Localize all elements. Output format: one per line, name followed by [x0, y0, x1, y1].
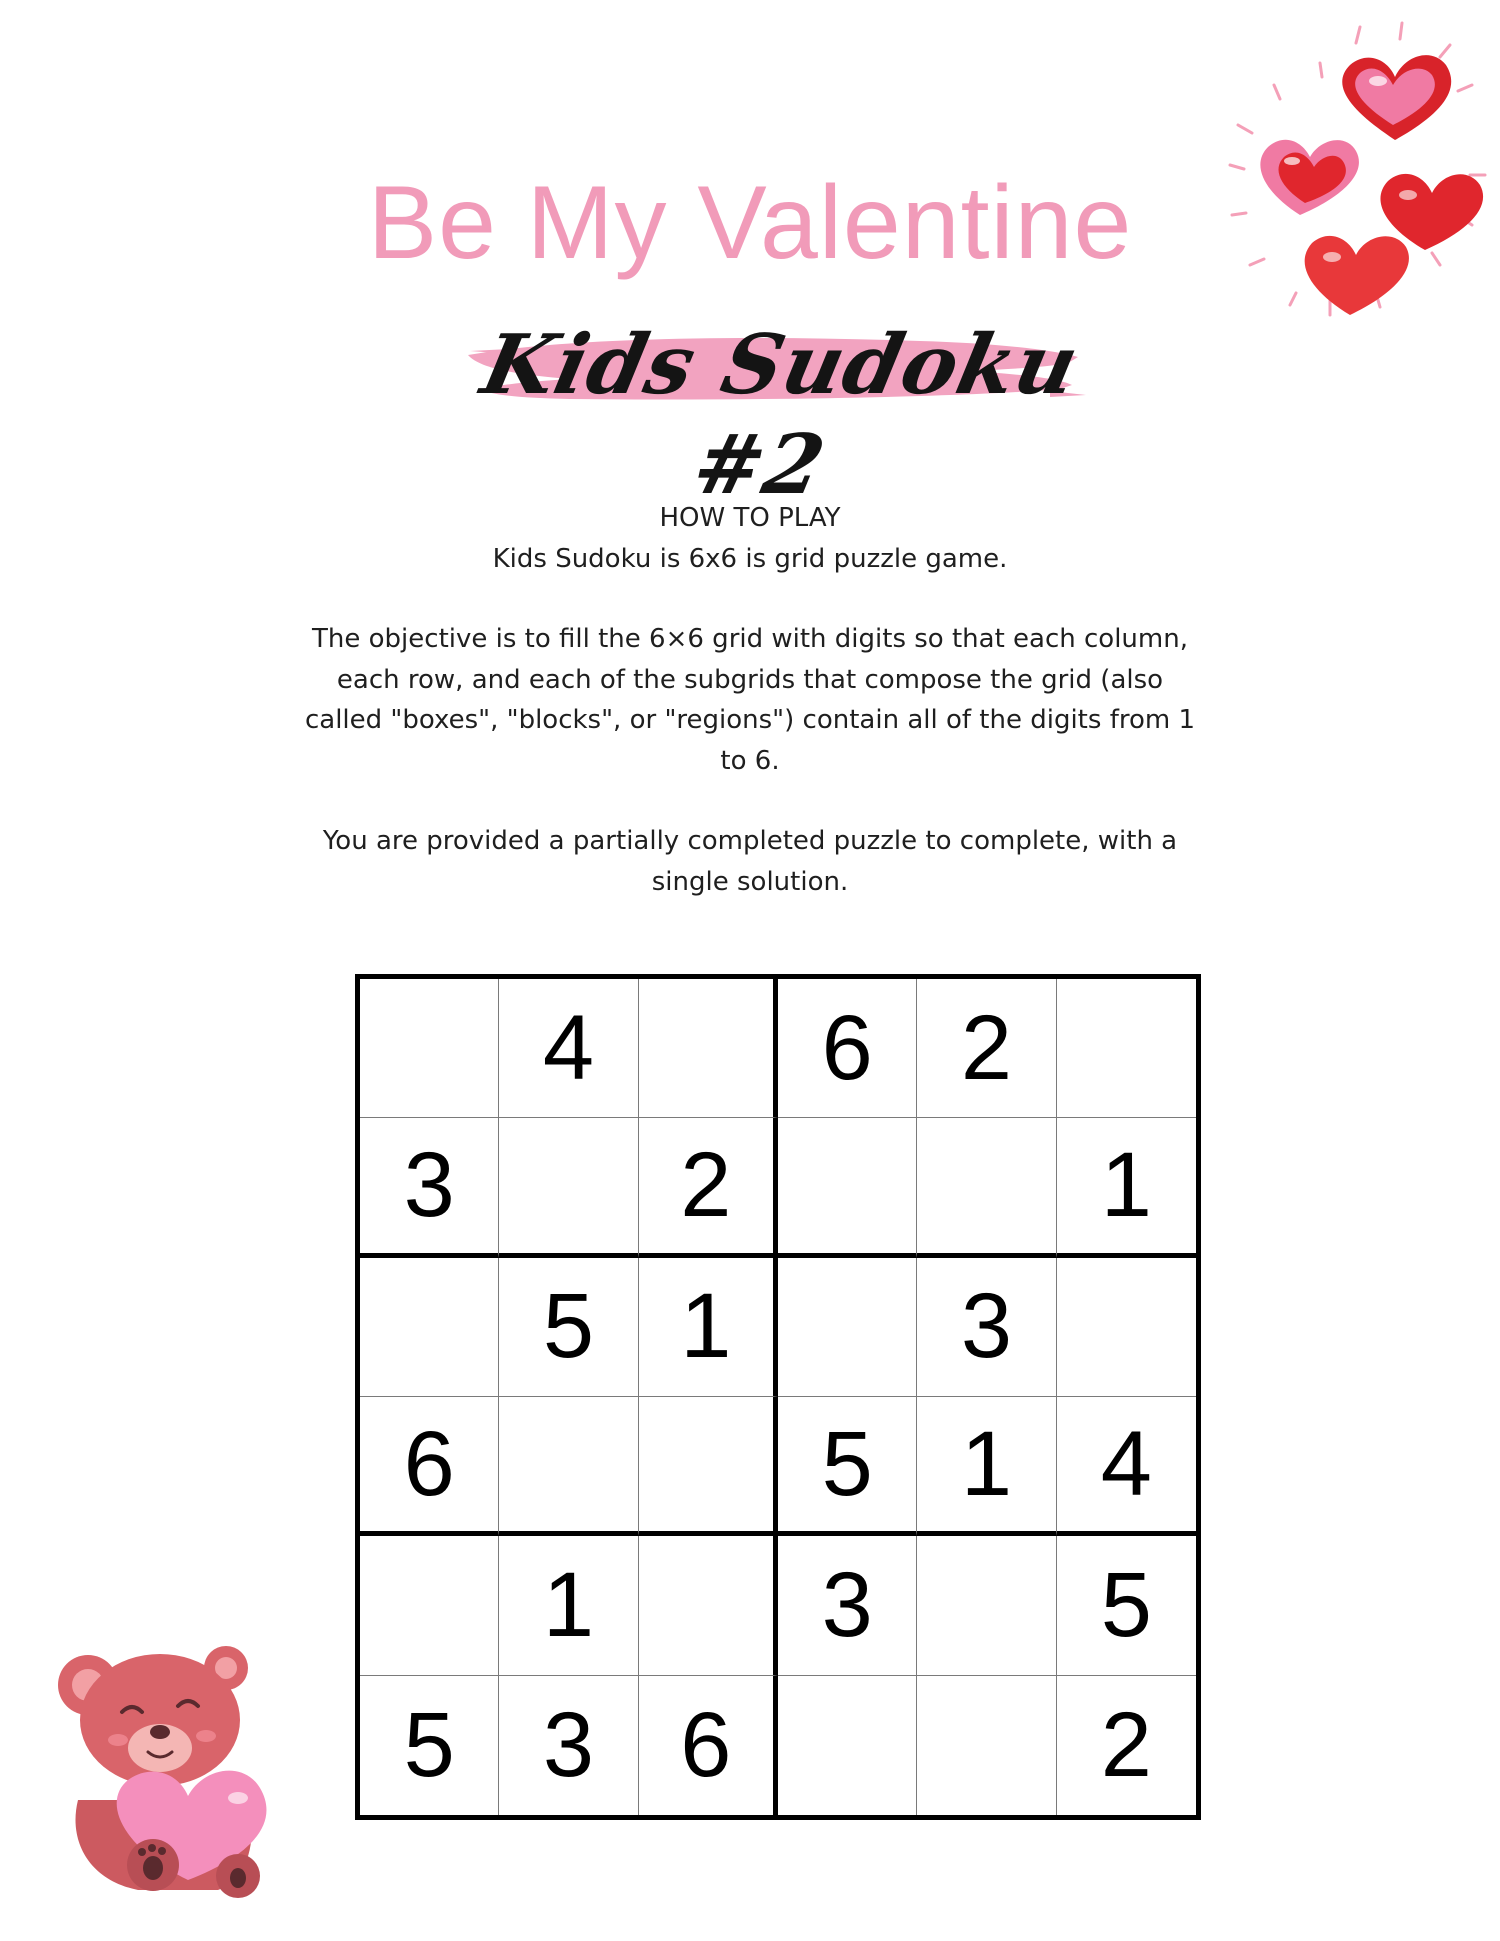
sudoku-cell[interactable]: [639, 979, 778, 1118]
sudoku-cell[interactable]: 2: [639, 1118, 778, 1257]
instructions-objective: The objective is to fill the 6×6 grid with digits so that each column, each row, and each of the subgrids that compose the grid (also called "boxes", "blocks", or "regions") contain all of the digits from 1 to 6.: [304, 624, 1196, 776]
sudoku-cell[interactable]: 1: [639, 1258, 778, 1397]
sudoku-cell[interactable]: 2: [1100, 1693, 1152, 1796]
sudoku-cell[interactable]: [499, 1397, 638, 1536]
sudoku-cell[interactable]: 6: [639, 1676, 778, 1815]
sudoku-cell[interactable]: 6: [360, 1397, 499, 1536]
sudoku-cell[interactable]: 6: [778, 979, 917, 1118]
sudoku-cell[interactable]: 5: [360, 1676, 499, 1815]
instructions-note: You are provided a partially completed puzzle to complete, with a single solution.: [322, 826, 1178, 897]
sudoku-cell[interactable]: [360, 1258, 499, 1397]
sudoku-cell[interactable]: 1: [499, 1536, 638, 1675]
sudoku-cell[interactable]: [917, 1118, 1056, 1257]
instructions: [300, 498, 1200, 942]
sudoku-cell[interactable]: 5: [778, 1397, 917, 1536]
sudoku-cell[interactable]: [1057, 979, 1196, 1118]
subtitle-banner: [450, 305, 1090, 513]
page-subtitle: Kids Sudoku #2: [474, 317, 1088, 513]
sudoku-cell[interactable]: 3: [499, 1676, 638, 1815]
instructions-heading: HOW TO PLAY: [659, 503, 841, 533]
page-title: Be My Valentine: [367, 165, 1133, 281]
sudoku-cell[interactable]: 1: [917, 1397, 1056, 1536]
sudoku-cell[interactable]: 3: [778, 1536, 917, 1675]
sudoku-grid: [355, 974, 1201, 1820]
sudoku-cell[interactable]: 3: [360, 1118, 499, 1257]
sudoku-cell[interactable]: [360, 1536, 499, 1675]
sudoku-cell[interactable]: [778, 1118, 917, 1257]
sudoku-cell[interactable]: [917, 1536, 1056, 1675]
teddy-bear-icon: [48, 1640, 298, 1910]
sudoku-cell[interactable]: [778, 1676, 917, 1815]
sudoku-cell[interactable]: [1057, 1258, 1196, 1397]
hearts-cluster-icon: [1210, 15, 1500, 325]
sudoku-cell[interactable]: [639, 1536, 778, 1675]
sudoku-cell[interactable]: 2: [917, 979, 1056, 1118]
sudoku-cell[interactable]: 5: [499, 1258, 638, 1397]
sudoku-cell[interactable]: 4: [1057, 1397, 1196, 1536]
sudoku-cell[interactable]: [778, 1258, 917, 1397]
sudoku-cell[interactable]: [360, 979, 499, 1118]
sudoku-cell[interactable]: 3: [917, 1258, 1056, 1397]
sudoku-cell[interactable]: 1: [1057, 1118, 1196, 1257]
sudoku-cell[interactable]: [917, 1676, 1056, 1815]
sudoku-cell[interactable]: 4: [499, 979, 638, 1118]
sudoku-cell[interactable]: 5: [1057, 1536, 1196, 1675]
sudoku-cell[interactable]: [639, 1397, 778, 1536]
sudoku-cell[interactable]: [499, 1118, 638, 1257]
instructions-intro: Kids Sudoku is 6x6 is grid puzzle game.: [492, 543, 1008, 574]
